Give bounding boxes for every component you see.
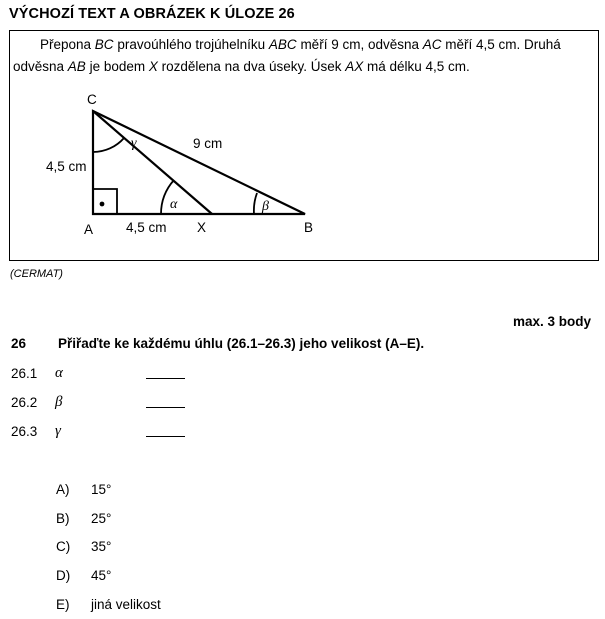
text-run: pravoúhlého trojúhelníku — [113, 37, 269, 52]
subitem-symbol: β — [55, 394, 63, 410]
option-letter: C) — [56, 539, 71, 554]
option-letter: D) — [56, 568, 71, 583]
angle-beta-label: β — [262, 199, 269, 214]
option-value: 15° — [91, 482, 112, 497]
right-angle-mark — [93, 189, 117, 214]
question-number: 26 — [11, 336, 27, 351]
max-points: max. 3 body — [512, 314, 591, 329]
subitem-number: 26.1 — [11, 366, 38, 381]
subitem-number: 26.3 — [11, 424, 38, 439]
text-run: rozdělena na dva úseky. Úsek — [157, 59, 346, 74]
right-angle-dot — [100, 202, 105, 207]
vertex-x-label: X — [197, 220, 207, 235]
italic-label: AC — [422, 37, 442, 52]
source-note: (CERMAT) — [10, 268, 63, 280]
text-run: měří 9 cm, odvěsna — [296, 37, 423, 52]
option-letter: A) — [56, 482, 70, 497]
text-run: měří 4,5 cm. Druhá — [441, 37, 561, 52]
italic-label: X — [148, 59, 158, 74]
option-letter: B) — [56, 511, 70, 526]
angle-alpha-label: α — [170, 197, 178, 212]
option-value: 35° — [91, 539, 112, 554]
option-value: 45° — [91, 568, 112, 583]
question-text: Přiřaďte ke každému úhlu (26.1–26.3) jeho velikost (A–E). — [58, 336, 425, 351]
side-bc-label: 9 cm — [193, 136, 223, 151]
side-ax-label: 4,5 cm — [126, 220, 167, 235]
segment-cx — [93, 111, 212, 214]
italic-label: AX — [345, 59, 364, 74]
option-value: jiná velikost — [91, 597, 161, 612]
angle-gamma-arc — [93, 138, 124, 152]
answer-blank[interactable] — [146, 436, 185, 437]
subitem-symbol: α — [55, 365, 63, 381]
answer-blank[interactable] — [146, 407, 185, 408]
text-run: je bodem — [85, 59, 149, 74]
vertex-c-label: C — [87, 92, 97, 107]
italic-label: ABC — [268, 37, 297, 52]
option-letter: E) — [56, 597, 70, 612]
text-run: Přepona — [40, 37, 95, 52]
option-value: 25° — [91, 511, 112, 526]
vertex-b-label: B — [304, 220, 314, 235]
text-run: má délku 4,5 cm. — [363, 59, 470, 74]
italic-label: AB — [67, 59, 86, 74]
triangle-abc — [93, 111, 305, 214]
vertex-a-label: A — [84, 222, 94, 237]
subitem-number: 26.2 — [11, 395, 38, 410]
subitem-symbol: γ — [55, 423, 61, 439]
side-ac-label: 4,5 cm — [46, 159, 87, 174]
answer-blank[interactable] — [146, 378, 185, 379]
italic-label: BC — [94, 37, 114, 52]
angle-gamma-label: γ — [131, 136, 137, 151]
text-run: odvěsna — [13, 59, 68, 74]
section-heading: VÝCHOZÍ TEXT A OBRÁZEK K ÚLOZE 26 — [9, 6, 295, 22]
angle-beta-arc — [254, 193, 257, 214]
